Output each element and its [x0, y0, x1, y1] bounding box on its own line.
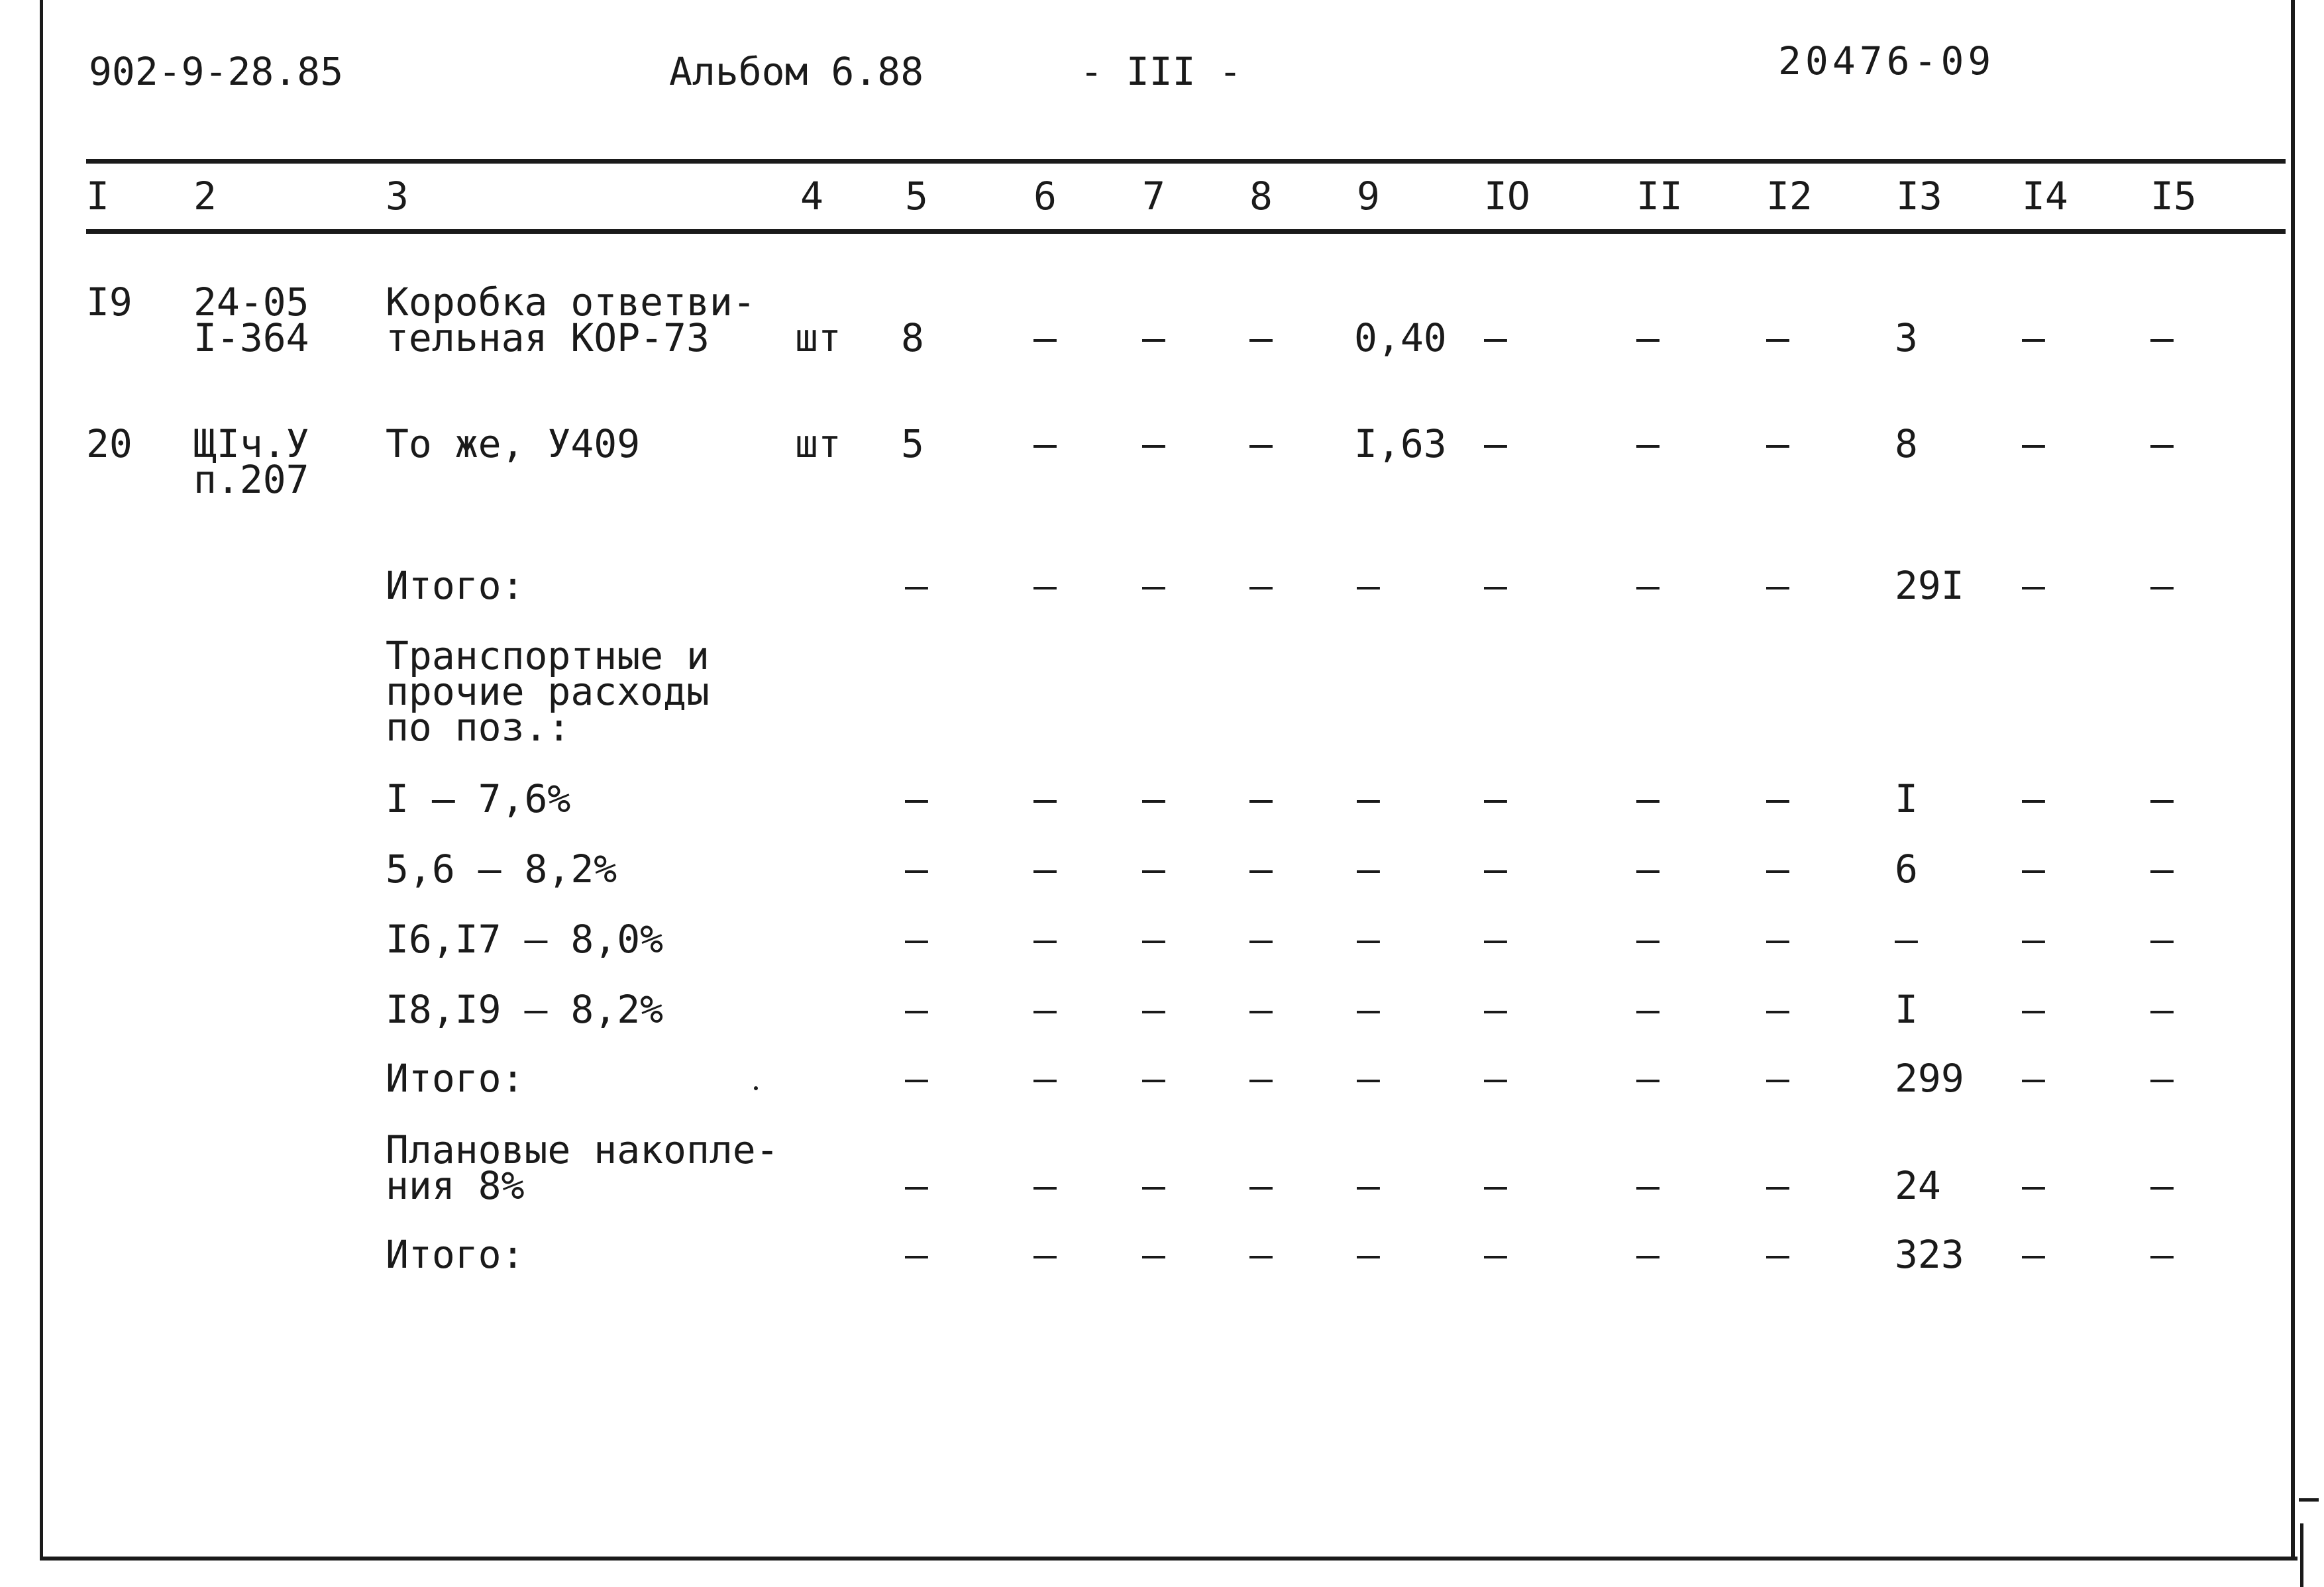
frame-tick-mark	[2299, 1498, 2319, 1502]
row-code-line2: I-364	[193, 315, 309, 360]
summary-label: I8,I9 – 8,2%	[386, 987, 664, 1032]
row-position: I9	[86, 280, 132, 325]
summary-col5: –	[905, 846, 928, 892]
summary-label-line2: ния 8%	[386, 1163, 525, 1208]
summary-label: 5,6 – 8,2%	[386, 846, 617, 892]
col-header-14: I4	[2022, 174, 2068, 219]
summary-label-line2: прочие расходы	[386, 669, 710, 714]
col-header-3: 3	[386, 174, 409, 219]
summary-col8: –	[1249, 987, 1273, 1032]
summary-col11: –	[1636, 1163, 1660, 1208]
row-col9: 0,40	[1354, 315, 1447, 360]
summary-col11: –	[1636, 846, 1660, 892]
summary-col15: –	[2150, 563, 2174, 608]
summary-col14: –	[2022, 917, 2045, 962]
summary-col10: –	[1484, 563, 1507, 608]
summary-col9: –	[1357, 1056, 1380, 1101]
summary-col6: –	[1033, 563, 1057, 608]
summary-col7: –	[1142, 1232, 1165, 1277]
summary-col15: –	[2150, 1056, 2174, 1101]
summary-col12: –	[1766, 563, 1789, 608]
col-header-10: IO	[1484, 174, 1530, 219]
summary-col12: –	[1766, 1056, 1789, 1101]
row-col10: –	[1484, 315, 1507, 360]
page-number: - III -	[1080, 49, 1242, 94]
row-position: 20	[86, 421, 132, 466]
stray-dot-mark	[754, 1086, 758, 1090]
summary-col5: –	[905, 1163, 928, 1208]
row-name-line1: То же, У409	[386, 421, 641, 466]
frame-left-border	[40, 0, 43, 1560]
header-top-rule	[86, 159, 2286, 164]
summary-col13: 24	[1895, 1163, 1941, 1208]
summary-col5: –	[905, 776, 928, 821]
summary-col5: –	[905, 1232, 928, 1277]
summary-col6: –	[1033, 1232, 1057, 1277]
summary-col10: –	[1484, 776, 1507, 821]
summary-col5: –	[905, 987, 928, 1032]
summary-col10: –	[1484, 987, 1507, 1032]
summary-col6: –	[1033, 1056, 1057, 1101]
summary-col8: –	[1249, 917, 1273, 962]
summary-label: Итого:	[386, 563, 525, 608]
col-header-4: 4	[800, 174, 823, 219]
summary-col14: –	[2022, 1056, 2045, 1101]
summary-col9: –	[1357, 917, 1380, 962]
summary-col11: –	[1636, 1232, 1660, 1277]
summary-col15: –	[2150, 917, 2174, 962]
summary-col10: –	[1484, 917, 1507, 962]
col-header-11: II	[1636, 174, 1683, 219]
row-col8: –	[1249, 421, 1273, 466]
summary-col5: –	[905, 563, 928, 608]
row-col10: –	[1484, 421, 1507, 466]
col-header-5: 5	[905, 174, 928, 219]
summary-col12: –	[1766, 987, 1789, 1032]
summary-label: Итого:	[386, 1056, 525, 1101]
header-bottom-rule	[86, 229, 2286, 234]
summary-col14: –	[2022, 776, 2045, 821]
album-label: Альбом 6.88	[669, 49, 924, 94]
summary-col7: –	[1142, 987, 1165, 1032]
col-header-7: 7	[1142, 174, 1165, 219]
summary-col14: –	[2022, 987, 2045, 1032]
summary-col6: –	[1033, 917, 1057, 962]
summary-col15: –	[2150, 776, 2174, 821]
summary-col14: –	[2022, 563, 2045, 608]
row-col6: –	[1033, 315, 1057, 360]
summary-col6: –	[1033, 1163, 1057, 1208]
summary-col8: –	[1249, 846, 1273, 892]
summary-col11: –	[1636, 776, 1660, 821]
col-header-8: 8	[1249, 174, 1273, 219]
summary-col13: –	[1895, 917, 1918, 962]
row-col12: –	[1766, 315, 1789, 360]
summary-col8: –	[1249, 1056, 1273, 1101]
row-unit: шт	[795, 421, 841, 466]
row-col5: 5	[901, 421, 924, 466]
doc-number: 902-9-28.85	[89, 49, 344, 94]
row-col7: –	[1142, 315, 1165, 360]
summary-col14: –	[2022, 846, 2045, 892]
summary-label-line3: по поз.:	[386, 705, 571, 750]
summary-col8: –	[1249, 563, 1273, 608]
row-col8: –	[1249, 315, 1273, 360]
summary-col6: –	[1033, 846, 1057, 892]
summary-col7: –	[1142, 917, 1165, 962]
row-code-line1: ЩIч.У	[193, 421, 309, 466]
summary-col9: –	[1357, 1232, 1380, 1277]
row-name-line2: тельная КОР-73	[386, 315, 710, 360]
col-header-13: I3	[1896, 174, 1942, 219]
summary-col8: –	[1249, 1232, 1273, 1277]
frame-bottom-border	[40, 1557, 2298, 1561]
summary-col12: –	[1766, 1163, 1789, 1208]
summary-col10: –	[1484, 846, 1507, 892]
summary-col9: –	[1357, 776, 1380, 821]
row-col11: –	[1636, 315, 1660, 360]
summary-col9: –	[1357, 563, 1380, 608]
summary-col10: –	[1484, 1056, 1507, 1101]
row-col14: –	[2022, 315, 2045, 360]
summary-col5: –	[905, 917, 928, 962]
summary-col13: I	[1895, 776, 1918, 821]
frame-right-extension	[2300, 1523, 2303, 1587]
summary-col11: –	[1636, 1056, 1660, 1101]
row-col12: –	[1766, 421, 1789, 466]
summary-col9: –	[1357, 1163, 1380, 1208]
summary-col9: –	[1357, 987, 1380, 1032]
col-header-9: 9	[1357, 174, 1380, 219]
summary-col15: –	[2150, 1232, 2174, 1277]
summary-col12: –	[1766, 846, 1789, 892]
summary-col10: –	[1484, 1163, 1507, 1208]
summary-label: I – 7,6%	[386, 776, 571, 821]
summary-col6: –	[1033, 987, 1057, 1032]
summary-col7: –	[1142, 846, 1165, 892]
col-header-1: I	[86, 174, 109, 219]
summary-col7: –	[1142, 1056, 1165, 1101]
summary-col13: 6	[1895, 846, 1918, 892]
col-header-6: 6	[1033, 174, 1057, 219]
col-header-15: I5	[2150, 174, 2197, 219]
sheet-code: 20476-09	[1778, 38, 1995, 83]
row-code-line2: п.207	[193, 457, 309, 502]
summary-col11: –	[1636, 987, 1660, 1032]
summary-col11: –	[1636, 563, 1660, 608]
row-col14: –	[2022, 421, 2045, 466]
summary-label: Итого:	[386, 1232, 525, 1277]
summary-col7: –	[1142, 1163, 1165, 1208]
summary-col12: –	[1766, 1232, 1789, 1277]
summary-col7: –	[1142, 563, 1165, 608]
summary-label: I6,I7 – 8,0%	[386, 917, 664, 962]
row-col15: –	[2150, 421, 2174, 466]
row-col7: –	[1142, 421, 1165, 466]
summary-col13: 29I	[1895, 563, 1964, 608]
summary-col11: –	[1636, 917, 1660, 962]
summary-col15: –	[2150, 846, 2174, 892]
row-col5: 8	[901, 315, 924, 360]
col-header-12: I2	[1766, 174, 1813, 219]
row-unit: шт	[795, 315, 841, 360]
summary-label-line1: Транспортные и	[386, 633, 710, 678]
summary-col13: I	[1895, 987, 1918, 1032]
row-col13: 3	[1895, 315, 1918, 360]
summary-col12: –	[1766, 917, 1789, 962]
row-code-line1: 24-05	[193, 280, 309, 325]
row-col13: 8	[1895, 421, 1918, 466]
summary-col7: –	[1142, 776, 1165, 821]
row-col6: –	[1033, 421, 1057, 466]
summary-col9: –	[1357, 846, 1380, 892]
summary-col15: –	[2150, 987, 2174, 1032]
summary-col14: –	[2022, 1232, 2045, 1277]
row-col11: –	[1636, 421, 1660, 466]
row-name-line1: Коробка ответви-	[386, 280, 756, 325]
frame-right-border	[2291, 0, 2295, 1561]
summary-col6: –	[1033, 776, 1057, 821]
row-col15: –	[2150, 315, 2174, 360]
summary-col12: –	[1766, 776, 1789, 821]
summary-col15: –	[2150, 1163, 2174, 1208]
summary-col13: 323	[1895, 1232, 1964, 1277]
summary-col8: –	[1249, 1163, 1273, 1208]
summary-col8: –	[1249, 776, 1273, 821]
row-col9: I,63	[1354, 421, 1447, 466]
summary-col13: 299	[1895, 1056, 1964, 1101]
col-header-2: 2	[193, 174, 217, 219]
summary-label-line1: Плановые накопле-	[386, 1127, 779, 1172]
summary-col5: –	[905, 1056, 928, 1101]
summary-col10: –	[1484, 1232, 1507, 1277]
summary-col14: –	[2022, 1163, 2045, 1208]
